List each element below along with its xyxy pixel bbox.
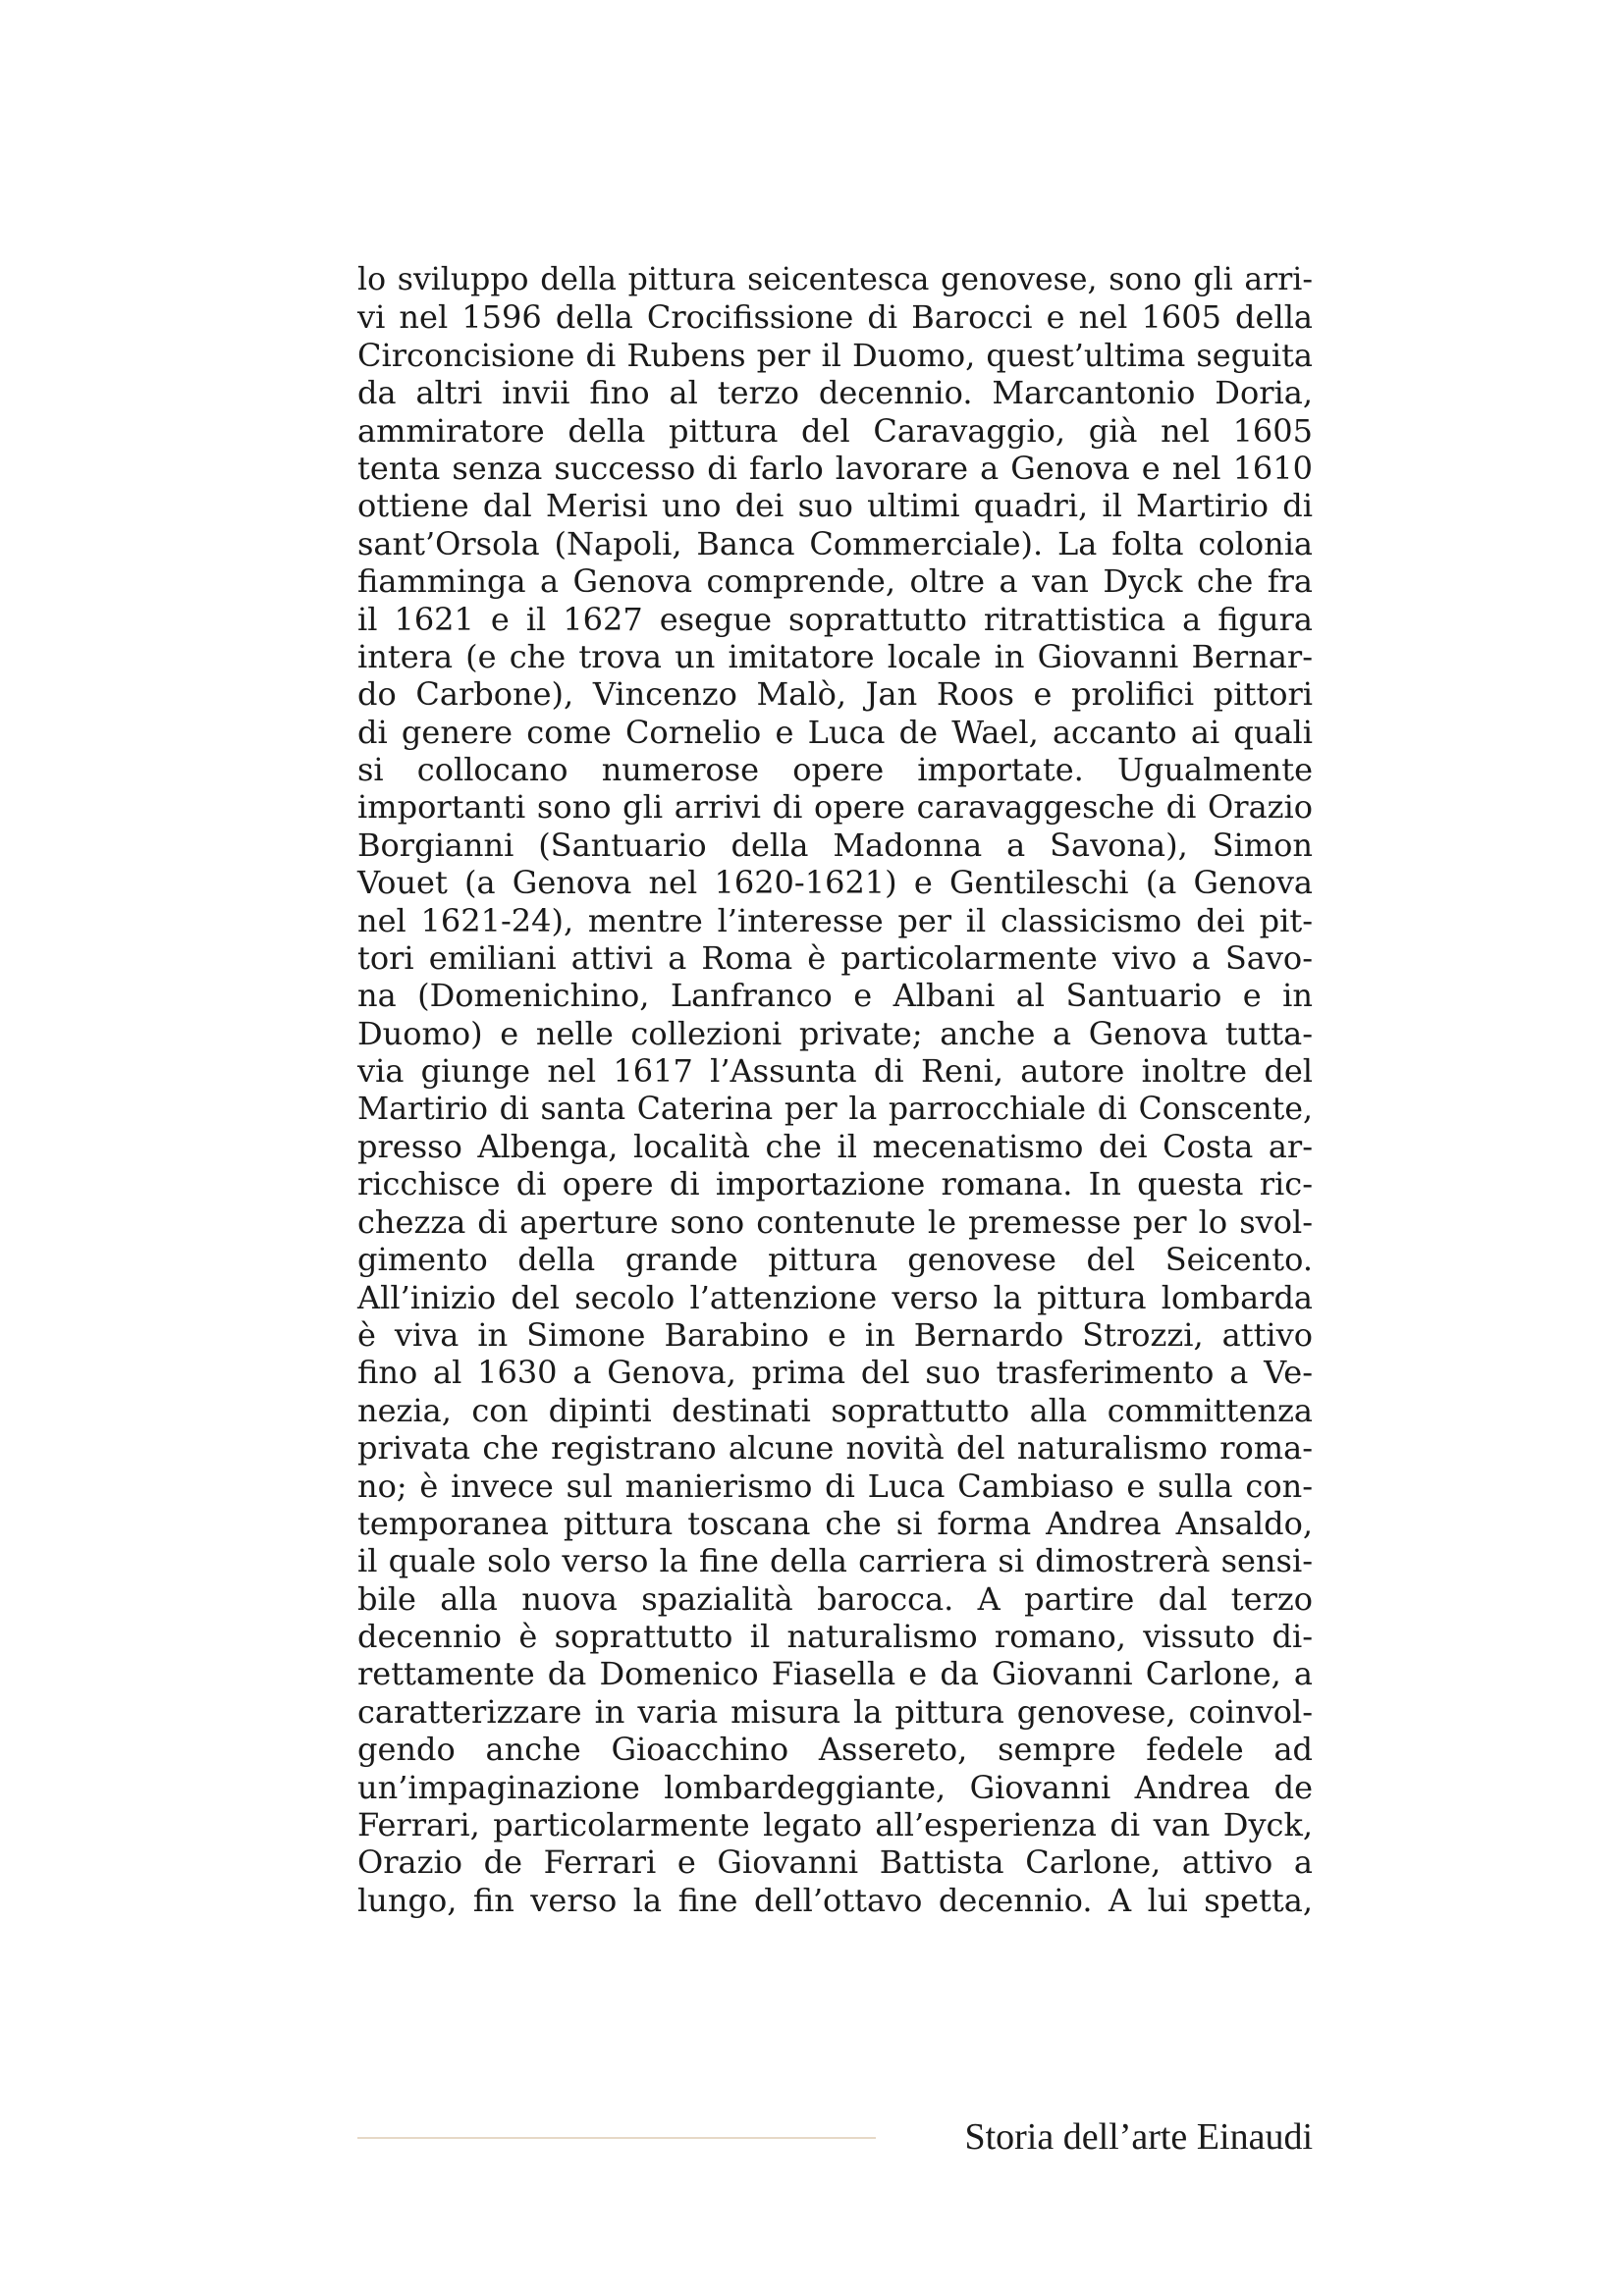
text-line: bile alla nuova spazialità barocca. A partire dal terzo [357,1579,1313,1618]
text-line: chezza di aperture sono contenute le premesse per lo svol- [357,1202,1313,1241]
text-line: via giunge nel 1617 l’Assunta di Reni, autore inoltre del [357,1052,1313,1091]
text-line: di genere come Cornelio e Luca de Wael, accanto ai quali [357,713,1313,751]
text-line: fiamminga a Genova comprende, oltre a van Dyck che fra [357,562,1313,601]
text-line: presso Albenga, località che il mecenatismo dei Costa ar- [357,1127,1313,1165]
text-line: vi nel 1596 della Crocifissione di Barocci e nel 1605 della [357,298,1313,337]
text-line: si collocano numerose opere importate. Ugualmente [357,751,1313,789]
text-line: il 1621 e il 1627 esegue soprattutto ritrattistica a figura [357,600,1313,638]
body-text [357,261,1313,1919]
text-line: temporanea pittura toscana che si forma Andrea Ansaldo, [357,1504,1313,1542]
text-line: Circoncisione di Rubens per il Duomo, quest’ultima seguita [357,336,1313,374]
footer-title: Storia dell’arte Einaudi [964,2116,1313,2158]
page-footer [357,2112,1313,2162]
text-line: fino al 1630 a Genova, prima del suo trasferimento a Ve- [357,1354,1313,1392]
text-line: il quale solo verso la fine della carriera si dimostrerà sensi- [357,1542,1313,1580]
text-line: ammiratore della pittura del Caravaggio, già nel 1605 [357,411,1313,450]
text-line: tori emiliani attivi a Roma è particolarmente vivo a Savo- [357,939,1313,978]
text-line: no; è invece sul manierismo di Luca Cambiaso e sulla con- [357,1467,1313,1505]
text-line: decennio è soprattutto il naturalismo romano, vissuto di- [357,1618,1313,1656]
text-line: caratterizzare in varia misura la pittura genovese, coinvol- [357,1692,1313,1731]
text-line: ricchisce di opere di importazione romana. In questa ric- [357,1165,1313,1203]
footer-rule [357,2137,876,2139]
text-line: Martirio di santa Caterina per la parrocchiale di Conscente, [357,1091,1313,1127]
text-line: sant’Orsola (Napoli, Banca Commerciale). La folta colonia [357,524,1313,562]
text-line: un’impaginazione lombardeggiante, Giovanni Andrea de [357,1768,1313,1806]
text-line: na (Domenichino, Lanfranco e Albani al Santuario e in [357,977,1313,1015]
text-line: Orazio de Ferrari e Giovanni Battista Carlone, attivo a [357,1843,1313,1882]
text-line: lungo, fin verso la fine dell’ottavo decennio. A lui spetta, [357,1881,1313,1919]
text-line: Duomo) e nelle collezioni private; anche a Genova tutta- [357,1014,1313,1052]
text-line: gimento della grande pittura genovese del Seicento. [357,1241,1313,1279]
text-line: lo sviluppo della pittura seicentesca genovese, sono gli arri- [357,262,1313,297]
text-line: do Carbone), Vincenzo Malò, Jan Roos e prolifici pittori [357,675,1313,714]
text-line: importanti sono gli arrivi di opere caravaggesche di Orazio [357,788,1313,827]
text-line: privata che registrano alcune novità del naturalismo roma- [357,1429,1313,1468]
text-line: è viva in Simone Barabino e in Bernardo Strozzi, attivo [357,1315,1313,1354]
text-line: intera (e che trova un imitatore locale in Giovanni Bernar- [357,637,1313,675]
text-line: All’inizio del secolo l’attenzione verso la pittura lombarda [357,1278,1313,1316]
text-line: tenta senza successo di farlo lavorare a Genova e nel 1610 [357,449,1313,487]
text-line: nel 1621-24), mentre l’interesse per il classicismo dei pit- [357,901,1313,939]
text-line: gendo anche Gioacchino Assereto, sempre fedele ad [357,1731,1313,1769]
text-line: ottiene dal Merisi uno dei suo ultimi quadri, il Martirio di [357,487,1313,525]
text-line: Borgianni (Santuario della Madonna a Savona), Simon [357,826,1313,864]
text-line: Vouet (a Genova nel 1620-1621) e Gentileschi (a Genova [357,864,1313,902]
text-line: rettamente da Domenico Fiasella e da Giovanni Carlone, a [357,1655,1313,1693]
text-line: da altri invii fino al terzo decennio. Marcantonio Doria, [357,374,1313,412]
text-line: nezia, con dipinti destinati soprattutto alla committenza [357,1391,1313,1429]
text-line: Ferrari, particolarmente legato all’esperienza di van Dyck, [357,1806,1313,1844]
